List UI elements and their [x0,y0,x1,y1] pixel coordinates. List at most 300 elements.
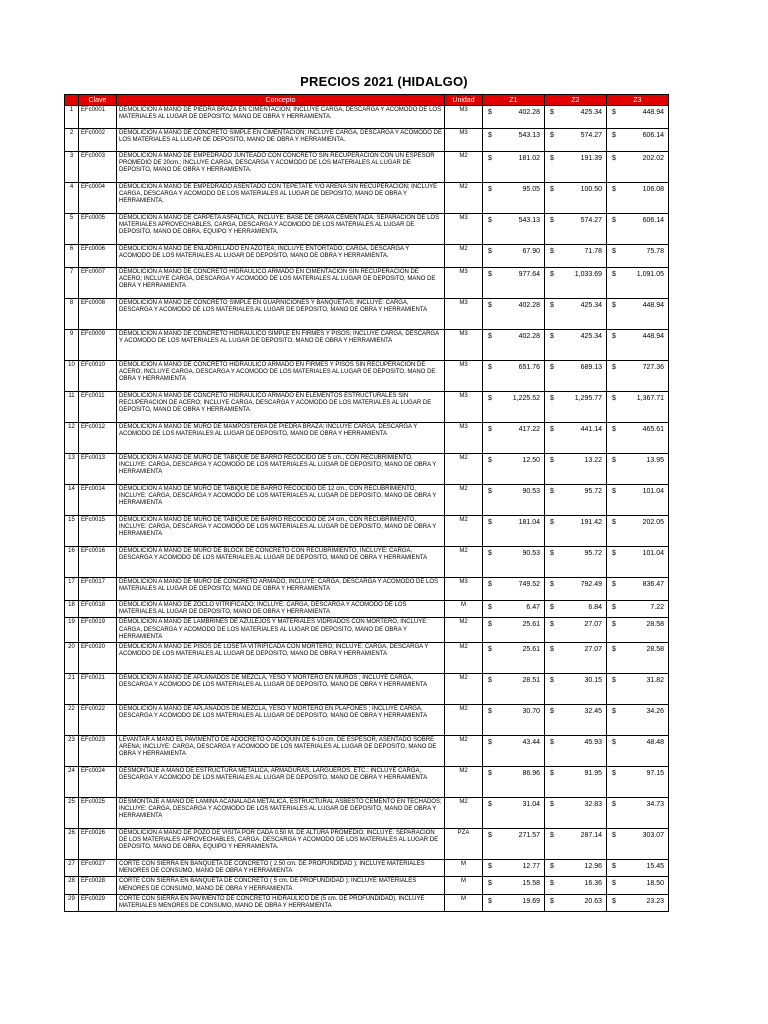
row-price-z1 [483,454,545,485]
row-number: 2 [65,129,79,152]
price-cell-z2 [547,424,604,434]
row-price-z3 [607,894,669,911]
price-value: 425.34 [580,333,602,340]
row-clave: EFc0010 [79,361,117,392]
row-price-z1 [483,547,545,578]
currency-symbol: $ [612,155,616,162]
row-clave: EFc0014 [79,485,117,516]
table-row [65,767,669,798]
price-value: 106.08 [642,186,664,193]
row-price-z3 [607,578,669,601]
row-concepto: DEMOLICION A MANO DE APLANADOS DE MEZCLA, YESO Y MORTERO EN PLAFONES ; INCLUYE CARGA, DESCARGA Y ACOMODO DE LOS MATERIALES AL LUGAR DE DEPOSITO, MANO DE OBRA Y HERRAMIENTA [117,705,445,736]
price-value: 606.14 [642,132,664,139]
price-cell-z1 [485,548,542,558]
price-cell-z3 [609,215,666,225]
row-price-z3 [607,183,669,214]
price-value: 71.78 [584,248,602,255]
price-value: 402.28 [518,333,540,340]
row-unidad: M3 [445,106,483,129]
row-concepto: DEMOLICION A MANO DE CONCRETO HIDRAULICO ARMADO EN CIMENTACION SIN RECUPERACION DE ACERO; INCLUYE CARGA, DESCARGA Y ACOMODO DE LOS MATERIALES AL LUGAR DE DEPOSITO, MANO DE OBRA Y HERRAMIENTA [117,268,445,299]
price-value: 100.50 [580,186,602,193]
row-price-z2 [545,860,607,877]
row-price-z1 [483,299,545,330]
row-unidad: M3 [445,299,483,330]
price-cell-z3 [609,331,666,341]
currency-symbol: $ [612,395,616,402]
row-price-z2 [545,152,607,183]
price-cell-z1 [485,799,542,809]
price-value: 417.22 [518,426,540,433]
price-value: 90.53 [522,488,540,495]
row-unidad: M2 [445,736,483,767]
currency-symbol: $ [488,248,492,255]
prices-table [64,94,669,912]
row-number: 14 [65,485,79,516]
row-number: 5 [65,214,79,245]
row-number: 18 [65,601,79,618]
row-price-z3 [607,454,669,485]
price-value: 448.94 [642,333,664,340]
row-price-z3 [607,361,669,392]
row-number: 6 [65,245,79,268]
row-price-z1 [483,245,545,268]
currency-symbol: $ [550,519,554,526]
row-price-z3 [607,860,669,877]
row-clave: EFc0021 [79,674,117,705]
currency-symbol: $ [612,880,616,888]
row-price-z2 [545,485,607,516]
currency-symbol: $ [550,550,554,557]
price-cell-z3 [609,644,666,654]
currency-symbol: $ [612,457,616,464]
price-value: 25.61 [522,646,540,654]
row-number: 9 [65,330,79,361]
row-price-z1 [483,106,545,129]
currency-symbol: $ [550,109,554,116]
price-cell-z2 [547,153,604,163]
row-clave: EFc0008 [79,299,117,330]
row-concepto: DEMOLICION A MANO DE CONCRETO HIDRAULICO ARMADO EN ELEMENTOS ESTRUCTURALES SIN RECUPERACION DE ACERO; INCLUYE CARGA, DESCARGA Y ACOMODO DE LOS MATERIALES AL LUGAR DE DEPOSITO, MANO DE OBRA Y HERRAMIENTA [117,392,445,423]
price-cell-z3 [609,675,666,685]
table-row [65,392,669,423]
row-price-z3 [607,214,669,245]
table-body [65,106,669,912]
row-number: 7 [65,268,79,299]
price-value: 95.72 [584,550,602,557]
row-price-z1 [483,578,545,601]
price-cell-z3 [609,246,666,256]
row-price-z3 [607,736,669,767]
price-cell-z2 [547,548,604,558]
row-unidad: M3 [445,423,483,454]
price-value: 574.27 [580,217,602,224]
price-value: 95.72 [584,488,602,495]
row-clave: EFc0016 [79,547,117,578]
row-price-z2 [545,106,607,129]
price-value: 6.47 [526,604,540,611]
price-value: 15.45 [646,863,664,871]
row-concepto: DEMOLICION A MANO DE APLANADOS DE MEZCLA, YESO Y MORTERO EN MUROS ; INCLUYE CARGA, DESCARGA Y ACOMODO DE LOS MATERIALES AL LUGAR DE DEPOSITO, MANO DE OBRA Y HERRAMIENTA [117,674,445,705]
table-row [65,268,669,299]
row-clave: EFc0015 [79,516,117,547]
row-clave: EFc0013 [79,454,117,485]
price-cell-z1 [485,861,542,871]
price-value: 34.73 [646,801,664,809]
price-cell-z2 [547,675,604,685]
row-number: 3 [65,152,79,183]
row-number: 17 [65,578,79,601]
currency-symbol: $ [550,863,554,871]
price-value: 792.49 [580,581,602,588]
row-number: 26 [65,829,79,860]
currency-symbol: $ [612,863,616,871]
price-cell-z2 [547,486,604,496]
price-value: 287.14 [580,832,602,840]
row-unidad: M2 [445,245,483,268]
price-value: 651.76 [518,364,540,371]
row-clave: EFc0018 [79,601,117,618]
header-z3: Z3 [607,95,669,106]
row-concepto: DEMOLICION A MANO DE MURO DE TABIQUE DE BARRO RECOCIDO DE 12 cm., CON RECUBRIMIENTO, INCLUYE: CARGA, DESCARGA Y ACOMODO DE LOS MATERIALES AL LUGAR DE DEPOSITO, MANO DE OBRA Y HERRAMIENTA [117,485,445,516]
row-price-z3 [607,245,669,268]
price-cell-z1 [485,393,542,403]
row-number: 21 [65,674,79,705]
row-price-z1 [483,392,545,423]
price-cell-z3 [609,737,666,747]
currency-symbol: $ [550,333,554,340]
price-cell-z3 [609,130,666,140]
row-concepto: DEMOLICION A MANO DE PISOS DE LOSETA VITRIFICADA CON MORTERO; INCLUYE: CARGA, DESCARGA Y ACOMODO DE LOS MATERIALES AL LUGAR DE DEPOSITO, MANO DE OBRA Y HERRAMIENTA [117,643,445,674]
row-price-z3 [607,829,669,860]
table-row [65,485,669,516]
currency-symbol: $ [488,132,492,139]
row-clave: EFc0007 [79,268,117,299]
table-row [65,798,669,829]
row-number: 13 [65,454,79,485]
price-value: 425.34 [580,109,602,116]
header-z1: Z1 [483,95,545,106]
row-unidad: M2 [445,183,483,214]
price-value: 1,367.71 [636,395,664,402]
price-cell-z1 [485,246,542,256]
currency-symbol: $ [550,739,554,747]
price-value: 67.90 [522,248,540,255]
currency-symbol: $ [550,646,554,654]
price-cell-z1 [485,424,542,434]
row-number: 29 [65,894,79,911]
price-value: 101.04 [642,550,664,557]
row-concepto: DEMOLICION A MANO DE MURO DE BLOCK DE CONCRETO CON RECUBRIMIENTO, INCLUYE: CARGA, DESCARGA Y ACOMODO DE LOS MATERIALES AL LUGAR DE DEPOSITO, MANO DE OBRA Y HERRAMIENTA [117,547,445,578]
currency-symbol: $ [612,770,616,778]
price-value: 31.04 [522,801,540,809]
price-cell-z1 [485,130,542,140]
row-price-z2 [545,674,607,705]
price-cell-z2 [547,215,604,225]
row-number: 1 [65,106,79,129]
row-price-z2 [545,330,607,361]
row-price-z3 [607,423,669,454]
price-cell-z2 [547,619,604,629]
price-cell-z3 [609,579,666,589]
row-concepto: CORTE CON SIERRA EN BANQUETA DE CONCRETO ( 2.50 cm. DE PROFUNDIDAD ); INCLUYE MATERIALES MENORES DE CONSUMO, MANO DE OBRA Y HERRAMIENTA [117,860,445,877]
currency-symbol: $ [550,217,554,224]
table-row [65,152,669,183]
row-clave: EFc0025 [79,798,117,829]
row-concepto: DEMOLICION A MANO DE CONCRETO HIDRAULICO SIMPLE EN FIRMES Y PISOS; INCLUYE CARGA, DESCARGA Y ACOMODO DE LOS MATERIALES AL LUGAR DE DEPOSITO, MANO DE OBRA Y HERRAMIENTA [117,330,445,361]
price-value: 441.14 [580,426,602,433]
price-cell-z2 [547,455,604,465]
currency-symbol: $ [488,333,492,340]
currency-symbol: $ [550,832,554,840]
row-price-z2 [545,601,607,618]
row-price-z3 [607,106,669,129]
row-price-z3 [607,485,669,516]
table-row [65,106,669,129]
row-price-z2 [545,643,607,674]
price-value: 28.58 [646,621,664,629]
row-price-z2 [545,798,607,829]
currency-symbol: $ [612,302,616,309]
table-row [65,129,669,152]
price-cell-z3 [609,184,666,194]
currency-symbol: $ [488,109,492,116]
price-value: 448.94 [642,302,664,309]
row-price-z1 [483,152,545,183]
row-price-z2 [545,454,607,485]
price-cell-z3 [609,300,666,310]
row-price-z3 [607,516,669,547]
price-cell-z3 [609,362,666,372]
row-unidad: M3 [445,268,483,299]
row-price-z2 [545,423,607,454]
row-unidad: M2 [445,454,483,485]
row-price-z3 [607,392,669,423]
row-number: 27 [65,860,79,877]
price-cell-z1 [485,737,542,747]
price-cell-z1 [485,896,542,906]
row-unidad: PZA [445,829,483,860]
price-value: 75.78 [646,248,664,255]
currency-symbol: $ [612,132,616,139]
row-price-z1 [483,736,545,767]
row-concepto: DEMOLICION A MANO DE MURO DE TABIQUE DE BARRO RECOCIDO DE 24 cm., CON RECUBRIMIENTO, INCLUYE: CARGA, DESCARGA Y ACOMODO DE LOS MATERIALES AL LUGAR DE DEPOSITO, MANO DE OBRA Y HERRAMIENTA [117,516,445,547]
row-concepto: CORTE CON SIERRA EN BANQUETA DE CONCRETO ( 5 cm. DE PROFUNDIDAD ); INCLUYE MATERIALES MENORES DE CONSUMO, MANO DE OBRA Y HERRAMIENTA [117,877,445,894]
price-value: 86.96 [522,770,540,778]
row-price-z1 [483,860,545,877]
table-row [65,674,669,705]
row-price-z2 [545,877,607,894]
row-unidad: M [445,894,483,911]
row-price-z1 [483,674,545,705]
price-value: 30.70 [522,708,540,716]
table-row [65,245,669,268]
price-value: 13.95 [646,457,664,464]
row-number: 23 [65,736,79,767]
table-row [65,877,669,894]
row-price-z1 [483,618,545,643]
price-cell-z3 [609,455,666,465]
price-cell-z2 [547,393,604,403]
table-row [65,736,669,767]
currency-symbol: $ [488,271,492,278]
currency-symbol: $ [550,426,554,433]
row-clave: EFc0012 [79,423,117,454]
row-price-z2 [545,516,607,547]
currency-symbol: $ [550,186,554,193]
price-value: 977.64 [518,271,540,278]
price-cell-z1 [485,619,542,629]
price-value: 749.52 [518,581,540,588]
price-value: 97.15 [646,770,664,778]
row-price-z1 [483,330,545,361]
currency-symbol: $ [488,217,492,224]
row-price-z2 [545,894,607,911]
row-price-z1 [483,516,545,547]
price-cell-z2 [547,184,604,194]
price-value: 30.15 [584,677,602,685]
currency-symbol: $ [488,395,492,402]
table-row [65,643,669,674]
currency-symbol: $ [550,155,554,162]
price-value: 465.61 [642,426,664,433]
currency-symbol: $ [550,708,554,716]
row-unidad: M [445,860,483,877]
price-value: 12.96 [584,863,602,871]
row-price-z2 [545,245,607,268]
price-value: 1,295.77 [574,395,602,402]
price-value: 25.61 [522,621,540,629]
price-cell-z1 [485,517,542,527]
price-value: 1,091.05 [636,271,664,278]
header-num [65,95,79,106]
row-concepto: DEMOLICION A MANO DE POZO DE VISITA POR CADA 0.50 M. DE ALTURA PROMEDIO; INCLUYE: SEPARACION DE LOS MATERIALES APROVECHABLES, CARGA, DESCARGA Y ACOMODO DE LOS MATERIALES AL LUGAR DE DEPOSITO, MANO DE OBRA, EQUIPO Y HERRAMIENTA. [117,829,445,860]
row-price-z1 [483,423,545,454]
row-price-z2 [545,736,607,767]
price-cell-z1 [485,153,542,163]
price-cell-z3 [609,269,666,279]
price-cell-z3 [609,393,666,403]
price-cell-z1 [485,362,542,372]
price-value: 574.27 [580,132,602,139]
price-value: 90.53 [522,550,540,557]
row-concepto: DEMOLICION A MANO DE EMPEDRADO JUNTEADO CON CONCRETO SIN RECUPERACION CON UN ESPESOR PROMEDIO DE 20cm.; INCLUYE CARGA, DESCARGA Y ACOMODO DE LOS MATERIALES AL LUGAR DE DEPOSITO, MANO DE OBRA Y HERRAMIENTA. [117,152,445,183]
table-row [65,454,669,485]
table-row [65,618,669,643]
price-value: 1,033.69 [574,271,602,278]
row-number: 20 [65,643,79,674]
currency-symbol: $ [550,457,554,464]
price-cell-z2 [547,737,604,747]
price-cell-z3 [609,706,666,716]
table-row [65,578,669,601]
price-cell-z1 [485,706,542,716]
currency-symbol: $ [550,897,554,905]
table-row [65,705,669,736]
currency-symbol: $ [612,426,616,433]
row-price-z2 [545,392,607,423]
price-cell-z1 [485,184,542,194]
table-row [65,516,669,547]
currency-symbol: $ [488,488,492,495]
price-cell-z2 [547,799,604,809]
row-unidad: M2 [445,798,483,829]
price-cell-z2 [547,896,604,906]
row-clave: EFc0005 [79,214,117,245]
row-clave: EFc0026 [79,829,117,860]
price-cell-z2 [547,706,604,716]
row-clave: EFc0029 [79,894,117,911]
currency-symbol: $ [488,832,492,840]
row-clave: EFc0003 [79,152,117,183]
row-concepto: DEMOLICION A MANO DE LAMBRINES DE AZULEJOS Y MATERIALES VIDRIADOS CON MORTERO, INCLUYE: CARGA, DESCARGA Y ACOMODO DE LOS MATERIALES AL LUGAR DE DEPOSITO, MANO DE OBRA Y HERRAMIENTA [117,618,445,643]
price-value: 191.42 [580,519,602,526]
row-price-z3 [607,767,669,798]
price-value: 727.36 [642,364,664,371]
currency-symbol: $ [488,155,492,162]
price-value: 95.05 [522,186,540,193]
currency-symbol: $ [550,581,554,588]
price-cell-z3 [609,107,666,117]
price-value: 16.36 [584,880,602,888]
price-value: 32.45 [584,708,602,716]
price-cell-z1 [485,579,542,589]
currency-symbol: $ [612,550,616,557]
row-number: 8 [65,299,79,330]
row-concepto: DEMOLICION A MANO DE CONCRETO SIMPLE EN CIMENTACION; INCLUYE CARGA, DESCARGA Y ACOMODO DE LOS MATERIALES AL LUGAR DE DEPOSITO, MANO DE OBRA Y HERRAMIENTA. [117,129,445,152]
row-concepto: DEMOLICION A MANO DE MURO DE CONCRETO ARMADO, INCLUYE: CARGA, DESCARGA Y ACOMODO DE LOS MATERIALES AL LUGAR DE DEPOSITO, MANO DE OBRA Y HERRAMIENTA [117,578,445,601]
row-unidad: M3 [445,361,483,392]
currency-symbol: $ [488,186,492,193]
row-concepto: DEMOLICION A MANO DE CONCRETO SIMPLE EN GUARNICIONES Y BANQUETAS; INCLUYE: CARGA, DESCARGA Y ACOMODO DE LOS MATERIALES AL LUGAR DE DEPOSITO, MANO DE OBRA Y HERRAMIENTA [117,299,445,330]
row-price-z3 [607,299,669,330]
price-value: 45.93 [584,739,602,747]
price-cell-z2 [547,644,604,654]
currency-symbol: $ [550,880,554,888]
price-value: 27.07 [584,646,602,654]
row-price-z3 [607,877,669,894]
price-value: 48.48 [646,739,664,747]
currency-symbol: $ [488,801,492,809]
row-price-z2 [545,214,607,245]
currency-symbol: $ [550,302,554,309]
header-concepto: Concepto [117,95,445,106]
row-price-z1 [483,129,545,152]
row-price-z1 [483,214,545,245]
currency-symbol: $ [488,880,492,888]
price-value: 303.07 [642,832,664,840]
price-cell-z1 [485,644,542,654]
row-price-z1 [483,829,545,860]
currency-symbol: $ [550,364,554,371]
row-number: 28 [65,877,79,894]
row-unidad: M2 [445,547,483,578]
price-value: 1,225.52 [512,395,540,402]
table-row [65,299,669,330]
row-price-z2 [545,547,607,578]
row-number: 24 [65,767,79,798]
row-unidad: M3 [445,129,483,152]
currency-symbol: $ [612,488,616,495]
row-number: 11 [65,392,79,423]
currency-symbol: $ [612,333,616,340]
price-cell-z3 [609,830,666,840]
currency-symbol: $ [612,604,616,611]
price-value: 6.84 [588,604,602,611]
price-value: 23.23 [646,897,664,905]
currency-symbol: $ [488,426,492,433]
price-value: 606.14 [642,217,664,224]
row-concepto: LEVANTAR A MANO EL PAVIMENTO DE ADOCRETO O ADOQUIN DE 6-10 cm. DE ESPESOR, ASENTADO SOBRE ARENA; INCLUYE: CARGA, DESCARGA Y ACOMODO DE LOS MATERIALES AL LUGAR DE DEPOSITO, MANO DE OBRA Y HERRAMIENTA [117,736,445,767]
